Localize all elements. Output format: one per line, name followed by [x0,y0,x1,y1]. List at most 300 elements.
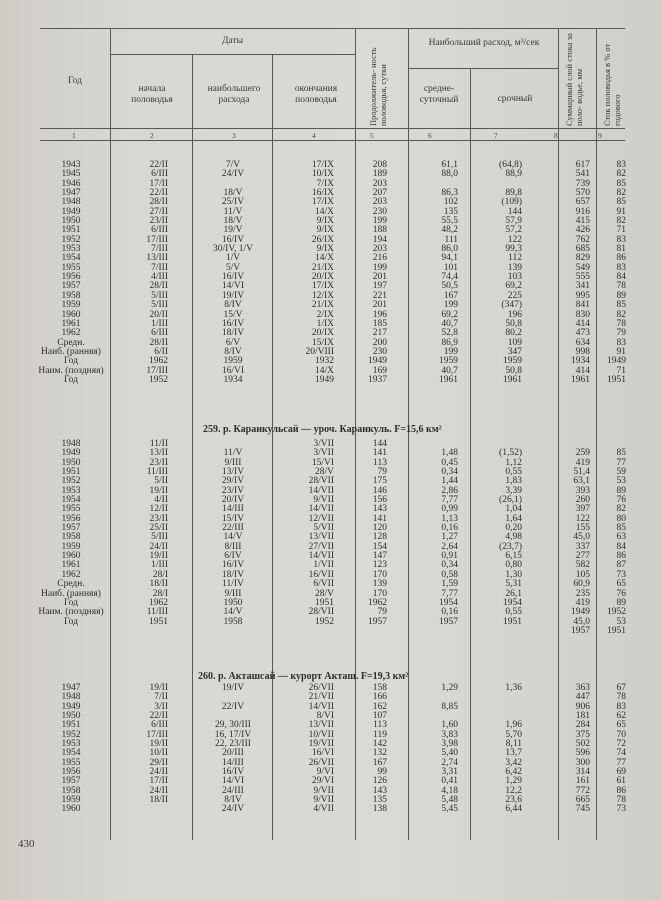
cell-duration: 158 [372,683,387,693]
cell-urgent: 144 [507,206,522,217]
cell-start: 3/II [154,701,168,712]
cell-urgent: 69,2 [505,281,522,292]
cell-urgent: 57,2 [505,225,522,236]
cell-urgent: 50,8 [505,318,522,329]
cell-duration: 199 [372,216,387,227]
section-2-col-daily [410,684,458,815]
cell-total: 45,0 [573,532,590,543]
cell-daily: 1,29 [441,683,458,693]
section-2-col-peak [196,684,270,815]
cell-duration: 199 [372,262,387,273]
cell-urgent: 1951 [503,616,522,627]
cell-year: 1959 [61,541,81,552]
cell-start: 5/III [151,300,168,311]
cell-duration: 113 [373,457,387,468]
cell-end: 1951 [315,597,334,608]
cell-share: 1952 [607,607,626,618]
cell-peak: 24/III [222,785,244,796]
cell-urgent: 0,55 [505,467,522,478]
cell-share: 83 [616,160,626,170]
cell-urgent: 1,83 [505,476,522,487]
cell-urgent [472,627,522,636]
cell-urgent: 50,8 [505,365,522,376]
cell-total: 1949 [571,607,590,618]
cell-share: 76 [616,588,626,599]
cell-urgent: 3,39 [505,485,522,496]
cell-daily: 40,7 [441,365,458,376]
cell-daily: 1,48 [441,448,458,459]
cell-duration: 201 [372,272,387,283]
cell-peak: 20/III [222,748,244,759]
cell-daily: 74,4 [441,272,458,283]
cell-urgent: 1,36 [505,683,522,693]
cell-share: 80 [616,513,626,524]
cell-peak: 14/III [222,504,244,515]
cell-share: 85 [616,448,626,459]
cell-share: 84 [616,541,626,552]
header-start: начала половодья [131,84,173,105]
cell-urgent: 12,2 [505,785,522,796]
cell-peak: 22/III [222,523,244,534]
cell-year: Наиб. (ранняя) [41,588,101,599]
colnum-7: 7 [494,131,498,140]
cell-total: 337 [575,541,590,552]
section-0-col-start [112,161,168,385]
cell-share: 73 [616,569,626,580]
colnum-6: 6 [428,131,432,140]
cell-peak: 16/IV [221,272,245,283]
cell-start: 5/II [154,476,168,487]
cell-year [30,627,112,636]
cell-daily: 111 [444,234,458,245]
cell-daily: 0,99 [441,504,458,515]
cell-duration: 120 [372,523,387,534]
cell-total: 63,1 [573,476,590,487]
cell-total: 582 [575,560,590,571]
cell-end: 12/IX [311,290,334,301]
cell-total: 745 [575,804,590,815]
section-1-col-share [598,440,626,636]
cell-duration: 217 [372,328,387,339]
cell-year: 1960 [61,309,81,320]
cell-year: 1945 [61,169,81,180]
cell-share: 77 [616,757,626,768]
cell-start: 13/II [149,448,168,459]
cell-daily: 8,85 [441,701,458,712]
cell-total: 916 [575,206,590,217]
section-title-259: 259. р. Каранкульсай — уроч. Каранкуль. F=15,6 км² [203,424,442,435]
section-1-col-start [112,440,168,636]
cell-total: 300 [575,757,590,768]
cell-duration: 162 [372,701,387,712]
cell-duration: 143 [372,785,387,796]
cell-peak: 24/IV [221,804,245,815]
cell-urgent: 5,31 [505,579,522,590]
cell-total: 998 [575,346,590,357]
cell-share: 71 [616,225,626,236]
cell-total: 1961 [571,374,590,385]
cell-daily: 61,1 [441,160,458,170]
cell-peak: 20/IV [221,495,245,506]
cell-start: 19/II [149,485,168,496]
section-2-col-urgent [472,684,522,815]
cell-duration: 156 [372,495,387,506]
cell-peak: 1934 [223,374,243,385]
cell-year: 1943 [61,160,81,170]
cell-start: 6/III [151,169,168,180]
cell-daily [410,627,458,636]
cell-year: 1958 [61,532,81,543]
cell-share: 83 [616,262,626,273]
cell-end: 9/IX [316,216,334,227]
cell-year: 1951 [61,225,81,236]
cell-share: 78 [616,795,626,806]
cell-share: 86 [616,551,626,562]
cell-year: 1950 [61,711,81,722]
cell-duration: 216 [372,253,387,264]
cell-year: 1949 [61,448,81,459]
cell-year: 1948 [61,692,81,703]
cell-start: 18/II [149,795,168,806]
cell-daily: 167 [443,290,458,301]
cell-start: 18/II [149,579,168,590]
cell-share: 65 [616,720,626,731]
cell-end: 9/VII [313,785,334,796]
cell-duration: 107 [372,711,387,722]
cell-total: 284 [575,720,590,731]
cell-year: 1955 [61,504,81,515]
cell-peak: 18/IV [221,569,245,580]
header-peak: наибольшего расхода [207,84,261,105]
cell-start: 6/III [151,225,168,236]
cell-end: 3/VII [313,448,334,459]
cell-total: 314 [575,767,590,778]
cell-end: 20/VIII [305,346,334,357]
section-1-col-urgent [472,440,522,636]
cell-start: 17/III [146,234,168,245]
cell-year: 1957 [61,523,81,534]
cell-daily: 199 [443,300,458,311]
cell-total: 906 [575,701,590,712]
cell-year: 1952 [61,234,81,245]
section-1-col-daily [410,440,458,636]
cell-start: 28/II [149,337,168,348]
cell-daily: 101 [443,262,458,273]
cell-peak [196,627,270,636]
cell-year: 1961 [61,560,81,571]
cell-peak: 22, 23/III [215,739,251,750]
cell-duration: 170 [372,588,387,599]
cell-end: 21/VII [308,692,334,703]
cell-duration: 154 [372,541,387,552]
cell-peak: 19/IV [221,683,245,693]
cell-end: 2/IX [316,309,334,320]
cell-end: 3/VII [313,439,334,449]
cell-year: 1953 [61,739,81,750]
cell-start: 10/II [149,748,168,759]
section-2-col-start [112,684,168,815]
cell-duration: 141 [372,513,387,524]
cell-total: 739 [575,178,590,189]
cell-peak: 11/IV [222,579,244,590]
cell-share: 82 [616,169,626,180]
header-dates: Даты [222,36,243,46]
cell-duration: 200 [372,337,387,348]
cell-year: Наим. (поздняя) [38,365,104,376]
cell-share: 77 [616,457,626,468]
cell-daily: 69,2 [441,309,458,320]
header-end: окончания половодья [294,84,338,105]
cell-start: 17/II [149,776,168,787]
cell-end: 14/VII [308,701,334,712]
cell-year: 1962 [61,569,81,580]
cell-share: 87 [616,560,626,571]
cell-total: 414 [575,365,590,376]
section-1-col-year [30,440,112,636]
cell-duration: 113 [373,720,387,731]
cell-start: 1/III [151,318,168,329]
cell-daily: 1,59 [441,579,458,590]
cell-end: 16/VII [308,569,334,580]
cell-start: 17/II [149,178,168,189]
cell-urgent: (1,52) [499,448,522,459]
cell-end: 8/VI [316,711,334,722]
cell-urgent: 1,12 [505,457,522,468]
cell-total: 772 [575,785,590,796]
cell-end: 14/VII [308,485,334,496]
cell-peak: 24/IV [221,169,245,180]
cell-duration: 188 [372,225,387,236]
section-0-col-duration [355,161,387,385]
cell-daily: 0,34 [441,560,458,571]
cell-year: 1957 [61,281,81,292]
cell-daily: 1,44 [441,476,458,487]
colnum-5: 5 [370,131,374,140]
cell-year: Средн. [57,579,85,590]
cell-peak: 11/V [223,206,243,217]
cell-start: 13/III [146,253,168,264]
cell-urgent: 6,42 [505,767,522,778]
cell-end: 1/VII [313,560,334,571]
cell-total: 596 [575,748,590,759]
cell-end: 21/IX [311,262,334,273]
cell-total: 1934 [571,356,590,367]
cell-year: Средн. [57,337,85,348]
cell-peak: 8/IV [224,795,242,806]
cell-duration: 196 [372,309,387,320]
cell-share: 86 [616,785,626,796]
page-number: 430 [18,838,35,850]
cell-total: 570 [575,188,590,199]
cell-duration: 1949 [368,356,387,367]
cell-share: 89 [616,485,626,496]
cell-start: 27/II [149,206,168,217]
cell-end: 26/VII [308,683,334,693]
cell-peak: 15/V [223,309,243,320]
cell-urgent: 1961 [503,374,522,385]
cell-share: 84 [616,272,626,283]
cell-end: 20/IX [311,272,334,283]
cell-daily: 1959 [439,356,458,367]
section-0-col-total [560,161,590,385]
cell-daily: 0,58 [441,569,458,580]
cell-share: 83 [616,701,626,712]
cell-peak: 29/IV [221,476,245,487]
cell-year: 1954 [61,495,81,506]
cell-daily: 1954 [439,597,458,608]
cell-total: 841 [575,300,590,311]
cell-daily: 86,9 [441,337,458,348]
cell-urgent: 13,7 [505,748,522,759]
cell-peak: 8/III [224,541,242,552]
section-1-col-peak [196,440,270,636]
cell-share: 1949 [607,356,626,367]
cell-urgent: 5,70 [505,729,522,740]
cell-share: 85 [616,197,626,208]
cell-duration: 135 [372,795,387,806]
cell-end: 9/VII [313,795,334,806]
cell-duration: 175 [372,476,387,487]
cell-start: 22/II [149,160,168,170]
cell-duration: 1957 [368,616,387,627]
cell-duration: 126 [372,776,387,787]
cell-start: 7/III [151,244,168,255]
cell-peak: 9/III [224,457,242,468]
cell-daily: 1961 [439,374,458,385]
cell-end: 7/IX [316,178,334,189]
cell-duration: 221 [372,290,387,301]
cell-peak: 14/V [223,607,243,618]
cell-total: 181 [575,711,590,722]
cell-daily: 7,77 [441,588,458,599]
cell-peak: 16/VI [221,365,245,376]
cell-end: 26/IX [311,234,334,245]
cell-start: 24/II [149,541,168,552]
cell-daily: 3,31 [441,767,458,778]
cell-peak: 16/IV [221,318,245,329]
cell-year: 1953 [61,244,81,255]
cell-end: 21/IX [311,300,334,311]
cell-start: 1962 [149,356,168,367]
cell-total: 161 [575,776,590,787]
cell-daily: 86,3 [441,188,458,199]
cell-duration: 128 [372,532,387,543]
cell-urgent: (23,7) [499,541,522,552]
cell-total: 363 [575,683,590,693]
cell-total: 549 [575,262,590,273]
cell-start: 23/II [149,513,168,524]
cell-share: 73 [616,804,626,815]
cell-end: 17/IX [311,197,334,208]
cell-share: 86 [616,253,626,264]
cell-duration: 230 [372,206,387,217]
cell-urgent: 103 [507,272,522,283]
cell-year: 1956 [61,272,81,283]
cell-daily: 0,16 [441,523,458,534]
cell-share: 91 [616,206,626,217]
section-0-col-end [274,161,334,385]
cell-year: Наим. (поздняя) [38,607,104,618]
cell-start: 29/II [149,757,168,768]
cell-total: 762 [575,234,590,245]
cell-end: 27/VII [308,541,334,552]
cell-duration: 166 [372,692,387,703]
cell-year: 1962 [61,328,81,339]
cell-year: Год [64,356,78,367]
cell-start: 24/II [149,785,168,796]
cell-duration: 230 [372,346,387,357]
cell-daily: 5,45 [441,804,458,815]
cell-peak: 16, 17/IV [214,729,252,740]
cell-end: 14/VII [308,504,334,515]
cell-total: 45,0 [573,616,590,627]
cell-duration: 147 [372,551,387,562]
cell-daily: 48,2 [441,225,458,236]
cell-share: 72 [616,739,626,750]
cell-start: 7/III [151,262,168,273]
cell-urgent: (109) [501,197,522,208]
cell-start: 22/II [149,711,168,722]
cell-duration: 79 [377,607,387,618]
cell-year: 1950 [61,216,81,227]
cell-duration: 194 [372,234,387,245]
cell-daily: 1,27 [441,532,458,543]
cell-end: 14/X [315,206,334,217]
cell-total: 260 [575,495,590,506]
cell-end: 10/IX [311,169,334,180]
cell-urgent: (347) [501,300,522,311]
cell-share: 78 [616,281,626,292]
cell-end: 28/VII [308,476,334,487]
cell-share: 61 [616,776,626,787]
cell-daily: 3,98 [441,739,458,750]
cell-year: 1955 [61,262,81,273]
cell-year: 1958 [61,290,81,301]
cell-year: 1947 [61,188,81,199]
section-title-260: 260. р. Акташсай — курорт Акташ. F=19,3 км² [198,671,409,682]
cell-urgent: 0,80 [505,560,522,571]
cell-year: 1959 [61,795,81,806]
cell-duration: 143 [372,504,387,515]
cell-duration: 201 [372,300,387,311]
cell-share: 91 [616,346,626,357]
cell-duration: 146 [372,485,387,496]
section-2-col-end [274,684,334,815]
cell-urgent [472,703,522,712]
cell-start: 4/III [151,272,168,283]
cell-start: 12/II [149,504,168,515]
cell-duration: 189 [372,169,387,180]
cell-start: 11/III [146,607,168,618]
cell-year: Год [64,616,78,627]
cell-end: 5/VII [313,523,334,534]
cell-total: 259 [575,448,590,459]
cell-end: 1/IX [316,318,334,329]
cell-start: 6/III [151,720,168,731]
cell-share: 74 [616,748,626,759]
cell-start: 1962 [149,597,168,608]
cell-start: 19/II [149,739,168,750]
section-1-col-total [560,440,590,636]
cell-year: 1954 [61,253,81,264]
cell-share: 83 [616,234,626,245]
cell-peak: 9/III [224,588,242,599]
cell-daily: 199 [443,346,458,357]
cell-end: 9/IX [316,244,334,255]
cell-end: 28/VII [308,607,334,618]
cell-total: 235 [575,588,590,599]
cell-share: 85 [616,178,626,189]
